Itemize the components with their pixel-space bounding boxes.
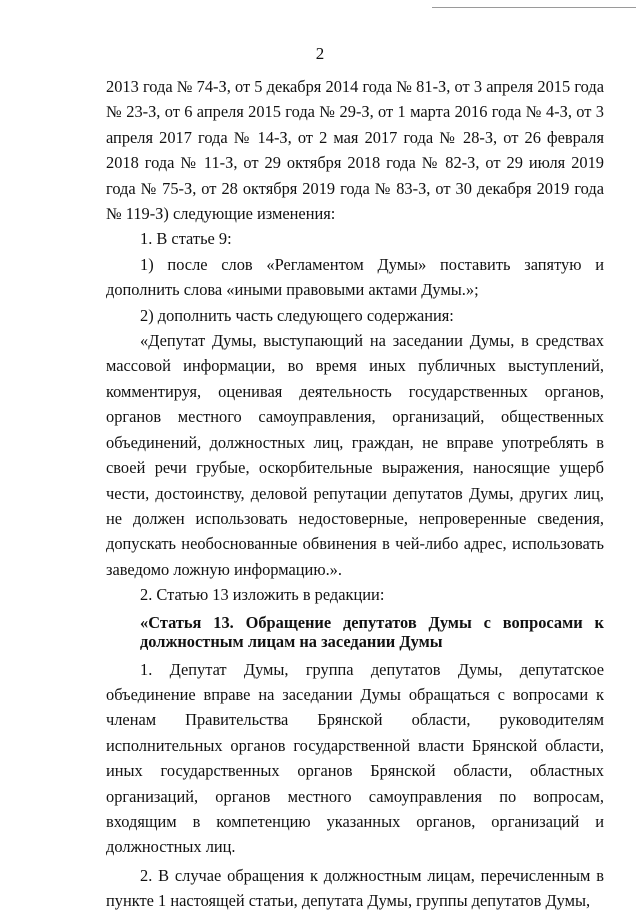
paragraph-article13: 2. Статью 13 изложить в редакции: [140, 585, 385, 605]
article-point-1: 1. Депутат Думы, группа депутатов Думы, депутатское объединение вправе на заседании Думы обращаться с вопросами к членам Правительства Брянской области, руководителям исполнительных органов государственной власти Брянской области, иных государственных органов Брянской области, областных организаций, органов местного самоуправления по вопросам, входящим в компетенцию указанных органов, организаций и должностных лиц. [106, 659, 604, 857]
paragraph-article9: 1. В статье 9: [140, 229, 232, 249]
article-heading-text: «Статья 13. Обращение депутатов Думы с вопросами к должностным лицам на заседании Думы [140, 612, 604, 651]
document-body [106, 74, 604, 914]
paragraph-item2: 2) дополнить часть следующего содержания: [140, 305, 454, 325]
article-heading [106, 613, 604, 651]
paragraph-quote: «Депутат Думы, выступающий на заседании Думы, в средствах массовой информации, во время иных публичных выступлений, комментируя, оценивая деятельность государственных органов, органов местного самоуправления, организаций, общественных объединений, должностных лиц, граждан, не вправе употреблять в своей речи грубые, оскорбительные выражения, наносящие ущерб чести, достоинству, деловой репутации депутатов Думы, других лиц, не должен использовать недостоверные, непроверенные сведения, допускать необоснованные обвинения в чей-либо адрес, использовать заведомо ложную информацию.». [106, 331, 604, 579]
page-number: 2 [315, 44, 325, 63]
paragraph-item1: 1) после слов «Регламентом Думы» поставить запятую и дополнить слова «иными правовыми актами Думы.»; [106, 254, 604, 300]
article-point-2: 2. В случае обращения к должностным лицам, перечисленным в пункте 1 настоящей статьи, депутата Думы, группы депутатов Думы, [106, 865, 604, 911]
paragraph-amendment-list: 2013 года № 74-З, от 5 декабря 2014 года № 81-З, от 3 апреля 2015 года № 23-З, от 6 апреля 2015 года № 29-З, от 1 марта 2016 года № 4-З, от 3 апреля 2017 года № 14-З, от 2 мая 2017 года № 28-З, от 26 февраля 2018 года № 11-З, от 29 октября 2018 года № 82-З, от 29 июля 2019 года № 75-З, от 28 октября 2019 года № 83-З, от 30 декабря 2019 года № 119-З) следующие изменения: [106, 77, 604, 224]
